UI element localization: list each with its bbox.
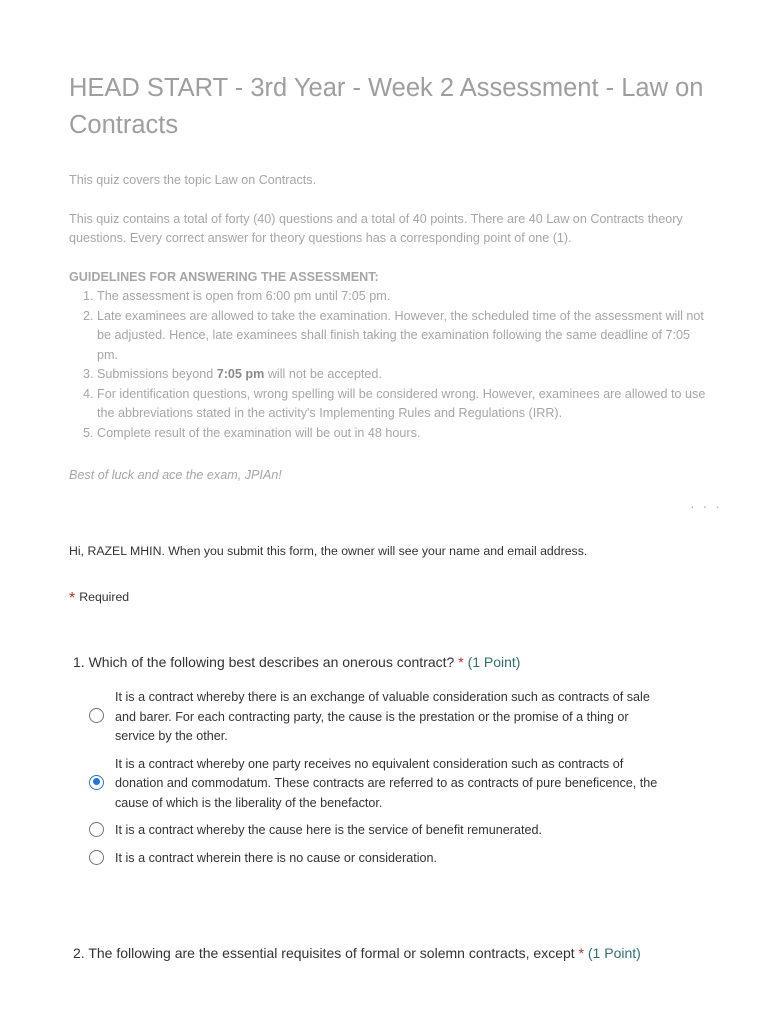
guideline-item: 1. The assessment is open from 6:00 pm until 7:05 pm. (97, 287, 709, 307)
required-star: * (69, 590, 76, 607)
required-star: * (458, 654, 464, 670)
answer-option-2[interactable] (73, 755, 713, 814)
option-label: It is a contract whereby there is an exchange of valuable consideration such as contracts of sale and barer. For each contracting party, the cause is the prestation or the promise of a thing or service by the other. (115, 690, 650, 743)
guidelines-heading: GUIDELINES FOR ANSWERING THE ASSESSMENT: (69, 269, 379, 284)
guideline-text: will not be accepted. (264, 367, 382, 381)
question-points: (1 Point) (467, 654, 521, 670)
option-label: It is a contract wherein there is no cause or consideration. (115, 850, 438, 865)
question-1 (73, 654, 713, 876)
form-description-topic: This quiz covers the topic Law on Contracts. (69, 173, 317, 187)
question-points: (1 Point) (587, 945, 641, 961)
answer-option-4[interactable] (73, 849, 713, 869)
required-star: * (578, 945, 584, 961)
guideline-text: Submissions beyond (97, 367, 217, 381)
required-indicator (69, 590, 129, 608)
guidelines-list (69, 287, 709, 443)
guideline-item: 4. For identification questions, wrong spelling will be considered wrong. However, examinees are allowed to use the abbreviations stated in the activity's Implementing Rules and Regulations (IRR). (97, 385, 709, 424)
answer-options (73, 688, 713, 868)
guideline-deadline-bold: 7:05 pm (216, 367, 265, 381)
option-label: It is a contract whereby the cause here is the service of benefit remunerated. (115, 823, 543, 837)
radio-button[interactable] (89, 850, 104, 865)
guideline-item: 5. Complete result of the examination will be out in 48 hours. (97, 424, 709, 444)
radio-button[interactable] (89, 708, 104, 723)
question-text: 1. Which of the following best describes an onerous contract? (73, 654, 455, 670)
identity-notice: Hi, RAZEL MHIN. When you submit this form, the owner will see your name and email address. (69, 544, 588, 558)
question-text: 2. The following are the essential requisites of formal or solemn contracts, except (73, 945, 575, 961)
required-label: Required (79, 590, 130, 604)
form-header (69, 70, 709, 486)
option-label: It is a contract whereby one party receives no equivalent consideration such as contracts of donation and commodatum. These contracts are referred to as contracts of pure beneficence, the cause of which is the liberality of the benefactor. (115, 756, 658, 810)
answer-option-1[interactable] (73, 688, 713, 747)
radio-button[interactable] (89, 822, 104, 837)
answer-option-3[interactable] (73, 821, 713, 841)
question-2 (73, 945, 713, 961)
question-title (73, 654, 713, 670)
closing-message: Best of luck and ace the exam, JPIAn! (69, 468, 282, 482)
form-title: HEAD START - 3rd Year - Week 2 Assessment - Law on Contracts (69, 74, 704, 139)
question-title (73, 945, 713, 961)
guideline-item: 2. Late examinees are allowed to take the examination. However, the scheduled time of the assessment will not be adjusted. Hence, late examinees shall finish taking the examination following the same deadline of 7:05 pm. (97, 307, 709, 366)
guideline-item (97, 365, 709, 385)
more-options-icon[interactable]: · · · (690, 498, 722, 514)
radio-button-selected[interactable] (89, 775, 104, 790)
form-description-details: This quiz contains a total of forty (40) questions and a total of 40 points. There are 40 Law on Contracts theory questions. Every correct answer for theory questions has a corresponding point of one (1). (69, 211, 683, 245)
